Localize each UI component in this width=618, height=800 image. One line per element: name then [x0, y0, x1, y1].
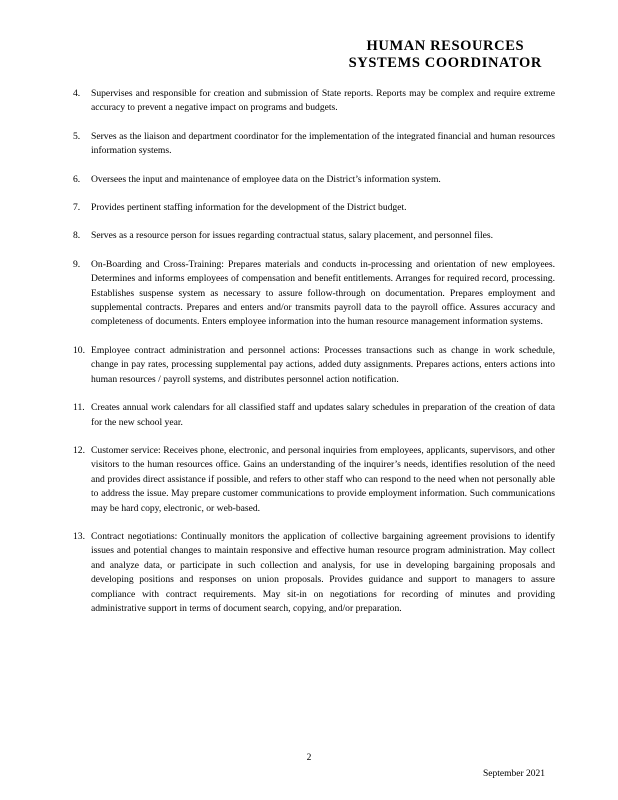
- item-text: Oversees the input and maintenance of employee data on the District’s information system.: [91, 173, 441, 185]
- item-text: Contract negotiations: Continually monitors the application of collective bargaining agreement provisions to identify issues and potential changes to maintain responsive and effective human resource program administration. May collect and analyze data, or participate in such collection and analysis, for use in developing bargaining proposals and developing positions and responses on union proposals. Provides guidance and support to managers to assure compliance with contract requirements. May sit-in on negotiations for recording of minutes and providing administrative support in terms of document search, copying, and/or preparation.: [91, 530, 555, 614]
- item-text: Serves as the liaison and department coordinator for the implementation of the integrated financial and human resources information systems.: [91, 130, 555, 157]
- item-text: Employee contract administration and personnel actions: Processes transactions such as change in work schedule, change in pay rates, processing supplemental pay actions, added duty assignments. Prepares actions, enters actions into human resources / payroll systems, and distributes personnel action notification.: [91, 344, 555, 385]
- item-number: 10.: [73, 344, 85, 356]
- list-item: [73, 530, 555, 616]
- item-text: On-Boarding and Cross-Training: Prepares materials and conducts in-processing and orientation of new employees. Determines and informs employees of compensation and benefit entitlements. Arranges for required record, processing. Establishes suspense system as necessary to assure follow-through on documentation. Prepares employment and supplemental contracts. Prepares and enters and/or transmits payroll data to the payroll office. Assures accuracy and completeness of documents. Enters employee information into the human resource management information systems.: [91, 258, 555, 328]
- document-title: [349, 38, 542, 72]
- footer-date: September 2021: [482, 769, 545, 779]
- item-number: 4.: [73, 88, 81, 99]
- list-item: [73, 173, 555, 187]
- item-text: Customer service: Receives phone, electronic, and personal inquiries from employees, applicants, supervisors, and other visitors to the human resources office. Gains an understanding of the inquirer’s needs, identifies resolution of the need and provides direct assistance if possible, and refers to other staff who can respond to the need when not personally able to address the issue. May prepare customer communications to provide employment information. Such communications may be hard copy, electronic, or web-based.: [91, 444, 555, 514]
- item-text: Serves as a resource person for issues regarding contractual status, salary placement, and personnel files.: [91, 230, 493, 242]
- list-item: [73, 229, 555, 243]
- title-line-1: HUMAN RESOURCES: [366, 38, 525, 54]
- duties-list: [73, 87, 555, 630]
- item-number: 12.: [73, 444, 85, 456]
- item-number: 6.: [73, 173, 81, 185]
- item-text: Provides pertinent staffing information for the development of the District budget.: [91, 202, 407, 214]
- item-text: Creates annual work calendars for all classified staff and updates salary schedules in preparation of the creation of data for the new school year.: [91, 402, 555, 428]
- page-number: 2: [306, 753, 312, 763]
- list-item: [73, 201, 555, 215]
- list-item: [73, 130, 555, 159]
- list-item: [73, 344, 555, 387]
- item-number: 11.: [73, 402, 85, 414]
- title-line-2: SYSTEMS COORDINATOR: [348, 55, 542, 71]
- item-number: 9.: [73, 258, 81, 270]
- list-item: [73, 444, 555, 516]
- item-number: 5.: [73, 130, 81, 142]
- list-item: [73, 87, 555, 116]
- item-number: 13.: [73, 530, 85, 542]
- item-text: Supervises and responsible for creation and submission of State reports. Reports may be complex and require extreme accuracy to prevent a negative impact on programs and budgets.: [91, 88, 555, 114]
- list-item: [73, 258, 555, 330]
- item-number: 8.: [73, 230, 81, 242]
- list-item: [73, 401, 555, 430]
- item-number: 7.: [73, 202, 81, 214]
